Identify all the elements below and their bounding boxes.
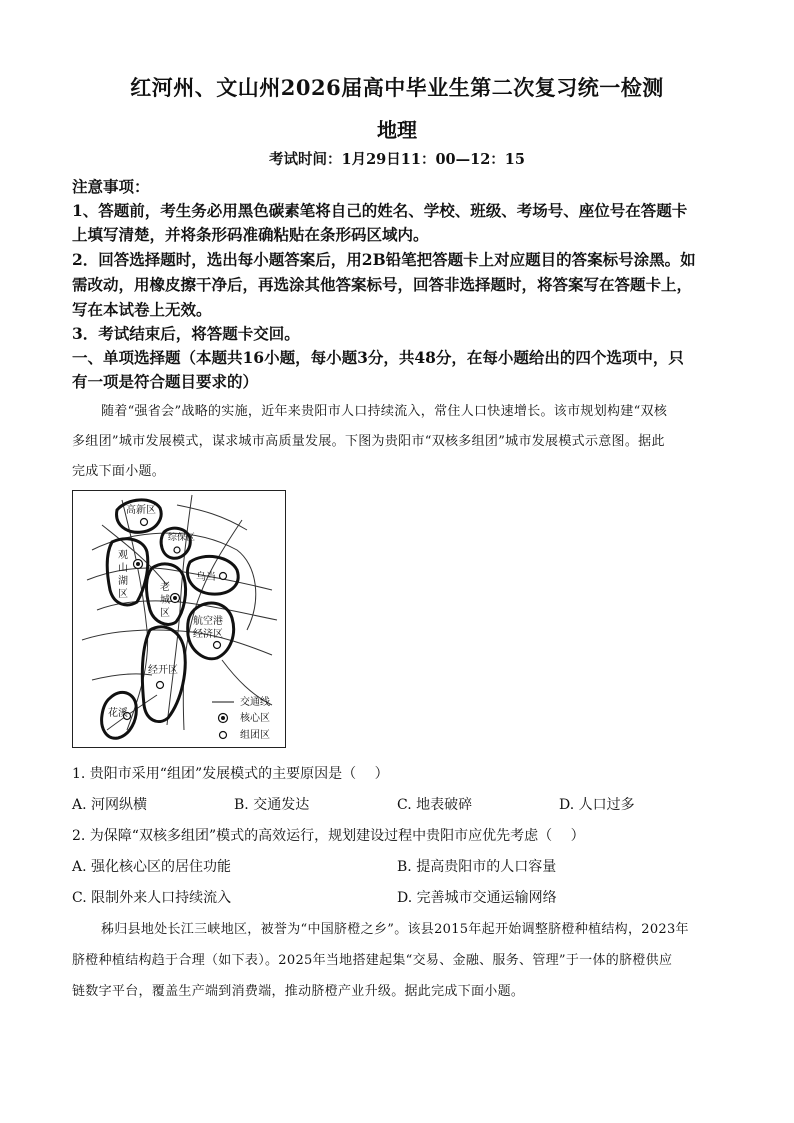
label-laocheng-3: 区 bbox=[160, 608, 170, 619]
label-hangkonggang-1: 航空港 bbox=[193, 616, 223, 627]
legend-core-label: 核心区 bbox=[240, 713, 270, 724]
label-huaxi: 花溪 bbox=[108, 708, 128, 719]
core-marker-dot bbox=[136, 562, 140, 566]
label-zongbao: 综保区 bbox=[168, 533, 196, 543]
q2-option-a[interactable]: A. 强化核心区的居住功能 bbox=[72, 859, 232, 875]
exam-time: 考试时间：1月29日11：00—12：15 bbox=[269, 151, 525, 168]
passage-line: 多组团”城市发展模式，谋求城市高质量发展。下图为贵阳市“双核多组团”城市发展模式示意图。据此 bbox=[72, 434, 665, 449]
passage-line: 完成下面小题。 bbox=[72, 464, 166, 479]
passage-line: 链数字平台，覆盖生产端到消费端，推动脐橙产业升级。据此完成下面小题。 bbox=[72, 984, 525, 999]
q1-option-b[interactable]: B. 交通发达 bbox=[234, 797, 310, 813]
exam-subject: 地理 bbox=[377, 118, 417, 142]
notice-heading: 注意事项： bbox=[72, 177, 150, 196]
label-guanshanhu-2: 山 bbox=[118, 563, 128, 574]
q2-option-c[interactable]: C. 限制外来人口持续流入 bbox=[72, 890, 232, 906]
city-layout-map bbox=[72, 490, 286, 748]
label-wudang: 乌当 bbox=[196, 572, 216, 583]
q1-option-a[interactable]: A. 河网纵横 bbox=[72, 797, 148, 813]
legend-road-label: 交通线 bbox=[240, 697, 270, 708]
section-heading: 有一项是符合题目要求的） bbox=[72, 372, 259, 391]
legend-core-dot bbox=[221, 716, 225, 720]
label-gaoxin: 高新区 bbox=[126, 505, 156, 516]
q2-option-d[interactable]: D. 完善城市交通运输网络 bbox=[397, 890, 557, 906]
question-1-stem: 1. 贵阳市采用“组团”发展模式的主要原因是（ ） bbox=[72, 766, 389, 782]
label-laocheng-1: 老 bbox=[160, 582, 170, 593]
notice-line: 写在本试卷上无效。 bbox=[72, 300, 212, 319]
map-legend bbox=[212, 695, 270, 741]
cluster-marker bbox=[214, 642, 221, 649]
notice-line: 2．回答选择题时，选出每小题答案后，用2B铅笔把答题卡上对应题目的答案标号涂黑。如 bbox=[72, 250, 696, 269]
map-figure bbox=[72, 490, 286, 748]
passage-line: 秭归县地处长江三峡地区，被誉为“中国脐橙之乡”。该县2015年起开始调整脐橙种植结构，2023年 bbox=[101, 922, 689, 937]
cluster-marker bbox=[141, 519, 148, 526]
passage-line: 脐橙种植结构趋于合理（如下表）。2025年当地搭建起集“交易、金融、服务、管理”于一体的脐橙供应 bbox=[72, 953, 673, 968]
notice-line: 1、答题前，考生务必用黑色碳素笔将自己的姓名、学校、班级、考场号、座位号在答题卡 bbox=[72, 201, 688, 220]
question-2-stem: 2. 为保障“双核多组团”模式的高效运行，规划建设过程中贵阳市应优先考虑（ ） bbox=[72, 828, 585, 844]
core-marker-dot bbox=[173, 596, 177, 600]
exam-title: 红河州、文山州2026届高中毕业生第二次复习统一检测 bbox=[130, 75, 664, 100]
notice-line: 需改动，用橡皮擦干净后，再选涂其他答案标号，回答非选择题时，将答案写在答题卡上， bbox=[72, 275, 693, 294]
cluster-marker bbox=[174, 547, 180, 553]
section-heading: 一、单项选择题（本题共16小题，每小题3分，共48分，在每小题给出的四个选项中，只 bbox=[72, 348, 684, 367]
q2-option-b[interactable]: B. 提高贵阳市的人口容量 bbox=[397, 859, 557, 875]
cluster-marker bbox=[157, 682, 164, 689]
legend-cluster-symbol bbox=[220, 732, 227, 739]
q1-option-c[interactable]: C. 地表破碎 bbox=[397, 797, 473, 813]
q1-option-d[interactable]: D. 人口过多 bbox=[559, 797, 635, 813]
cluster-marker bbox=[220, 573, 227, 580]
notice-line: 上填写清楚，并将条形码准确粘贴在条形码区域内。 bbox=[72, 225, 429, 244]
legend-cluster-label: 组团区 bbox=[240, 730, 270, 741]
label-guanshanhu-4: 区 bbox=[118, 589, 128, 600]
label-guanshanhu-3: 湖 bbox=[118, 576, 128, 587]
label-hangkonggang-2: 经济区 bbox=[193, 629, 223, 640]
notice-line: 3．考试结束后，将答题卡交回。 bbox=[72, 324, 300, 343]
label-jingkai: 经开区 bbox=[148, 665, 178, 676]
passage-line: 随着“强省会”战略的实施，近年来贵阳市人口持续流入，常住人口快速增长。该市规划构建“双核 bbox=[101, 404, 668, 419]
label-guanshanhu-1: 观 bbox=[118, 550, 128, 561]
label-laocheng-2: 城 bbox=[160, 595, 170, 606]
